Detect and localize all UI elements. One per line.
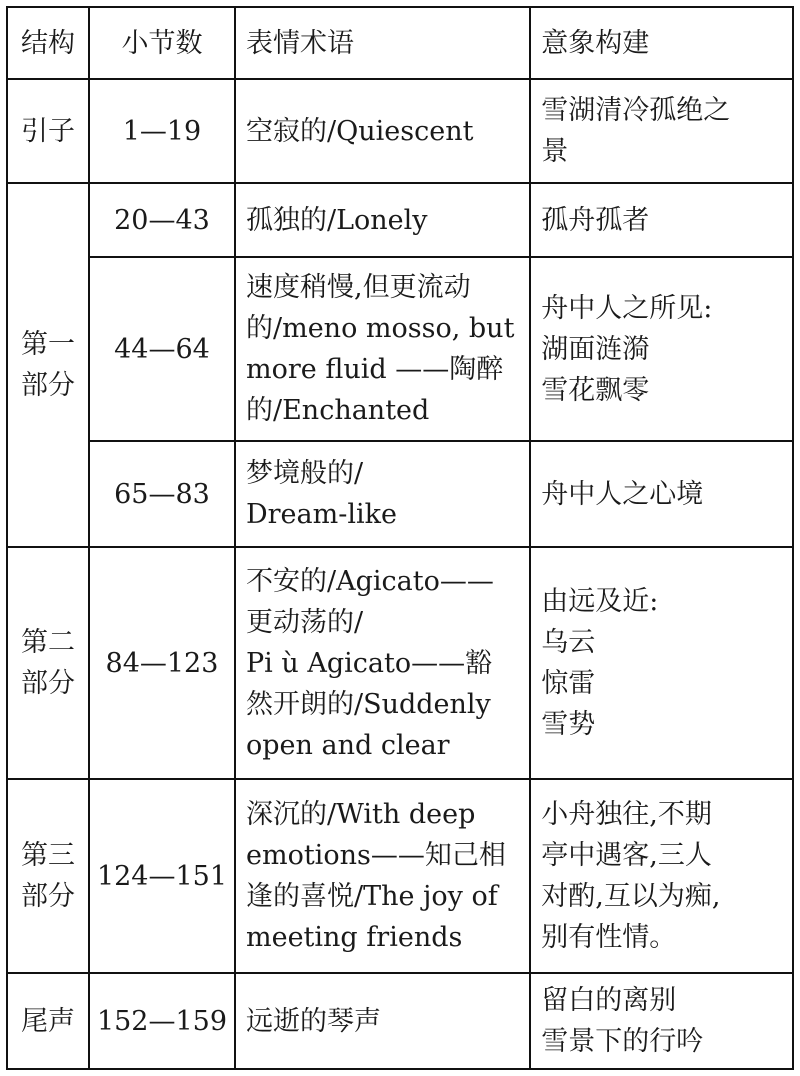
imagery-line: 雪势 bbox=[541, 709, 596, 740]
section-cell bbox=[7, 547, 89, 779]
imagery-line: 雪花飘零 bbox=[541, 374, 650, 406]
table-row bbox=[7, 257, 793, 441]
imagery-line: 雪湖清冷孤绝之 bbox=[541, 95, 731, 126]
section-line: 第三 bbox=[20, 840, 75, 871]
section-line: 部分 bbox=[20, 668, 75, 699]
expression-line: 然开朗的/Suddenly bbox=[246, 688, 491, 720]
bars-cell: 124—151 bbox=[89, 779, 235, 973]
imagery-line: 舟中人之心境 bbox=[541, 478, 704, 510]
expression-line: 孤独的/Lonely bbox=[246, 204, 428, 236]
bars-cell: 65—83 bbox=[89, 441, 235, 547]
imagery-line: 对酌,互以为痴, bbox=[541, 881, 721, 912]
table-row bbox=[7, 973, 793, 1069]
expression-cell bbox=[235, 973, 530, 1069]
imagery-line: 由远及近: bbox=[541, 586, 659, 617]
expression-cell bbox=[235, 257, 530, 441]
imagery-line: 舟中人之所见: bbox=[541, 292, 713, 324]
section-cell: 引子 bbox=[7, 79, 89, 183]
imagery-cell bbox=[530, 779, 793, 973]
section-cell: 尾声 bbox=[7, 973, 89, 1069]
expression-cell bbox=[235, 779, 530, 973]
expression-line: Dream-like bbox=[246, 499, 397, 530]
expression-line: 不安的/Agicato—— bbox=[246, 565, 494, 597]
table-row bbox=[7, 79, 793, 183]
section-line: 部分 bbox=[20, 370, 75, 401]
header-expression: 表情术语 bbox=[235, 7, 530, 79]
bars-cell: 152—159 bbox=[89, 973, 235, 1069]
expression-line: emotions——知己相 bbox=[246, 840, 506, 871]
imagery-line: 小舟独往,不期 bbox=[541, 799, 712, 830]
imagery-line: 景 bbox=[541, 136, 569, 167]
imagery-line: 湖面涟漪 bbox=[541, 333, 650, 365]
bars-cell: 20—43 bbox=[89, 183, 235, 257]
expression-line: 深沉的/With deep bbox=[246, 799, 476, 830]
imagery-cell bbox=[530, 547, 793, 779]
expression-line: 空寂的/Quiescent bbox=[246, 115, 474, 147]
expression-line: 远逝的琴声 bbox=[246, 1005, 381, 1037]
imagery-line: 留白的离别 bbox=[541, 985, 677, 1016]
expression-cell bbox=[235, 183, 530, 257]
table-header-row bbox=[7, 7, 793, 79]
expression-cell bbox=[235, 547, 530, 779]
section-line: 第一 bbox=[20, 329, 75, 360]
table-row bbox=[7, 441, 793, 547]
header-structure: 结构 bbox=[7, 7, 89, 79]
table-row bbox=[7, 183, 793, 257]
expression-line: 的/meno mosso, but bbox=[246, 313, 515, 344]
expression-cell bbox=[235, 441, 530, 547]
expression-line: open and clear bbox=[246, 729, 450, 761]
imagery-cell bbox=[530, 257, 793, 441]
expression-line: 速度稍慢,但更流动 bbox=[246, 272, 471, 303]
expression-cell bbox=[235, 79, 530, 183]
imagery-cell bbox=[530, 973, 793, 1069]
table-row bbox=[7, 779, 793, 973]
imagery-line: 亭中遇客,三人 bbox=[541, 840, 712, 871]
imagery-cell bbox=[530, 79, 793, 183]
imagery-line: 别有性情。 bbox=[541, 922, 677, 953]
music-structure-table bbox=[6, 6, 794, 1070]
imagery-line: 孤舟孤者 bbox=[541, 204, 650, 236]
table-row bbox=[7, 547, 793, 779]
imagery-line: 雪景下的行吟 bbox=[541, 1026, 704, 1057]
imagery-cell bbox=[530, 183, 793, 257]
imagery-cell bbox=[530, 441, 793, 547]
header-bars: 小节数 bbox=[89, 7, 235, 79]
expression-line: 梦境般的/ bbox=[246, 458, 364, 489]
expression-line: meeting friends bbox=[246, 922, 463, 953]
section-line: 部分 bbox=[20, 881, 75, 912]
imagery-line: 惊雷 bbox=[541, 668, 596, 699]
expression-line: 逢的喜悦/The joy of bbox=[246, 881, 498, 912]
bars-cell: 44—64 bbox=[89, 257, 235, 441]
expression-line: more fluid ——陶醉 bbox=[246, 354, 504, 385]
section-cell bbox=[7, 779, 89, 973]
bars-cell: 1—19 bbox=[89, 79, 235, 183]
section-line: 第二 bbox=[20, 627, 75, 658]
imagery-line: 乌云 bbox=[541, 627, 596, 658]
expression-line: 的/Enchanted bbox=[246, 395, 430, 426]
expression-line: 更动荡的/ bbox=[246, 606, 364, 638]
bars-cell: 84—123 bbox=[89, 547, 235, 779]
header-imagery: 意象构建 bbox=[530, 7, 793, 79]
expression-line: Pi ù Agicato——豁 bbox=[246, 647, 493, 679]
section-cell bbox=[7, 183, 89, 547]
